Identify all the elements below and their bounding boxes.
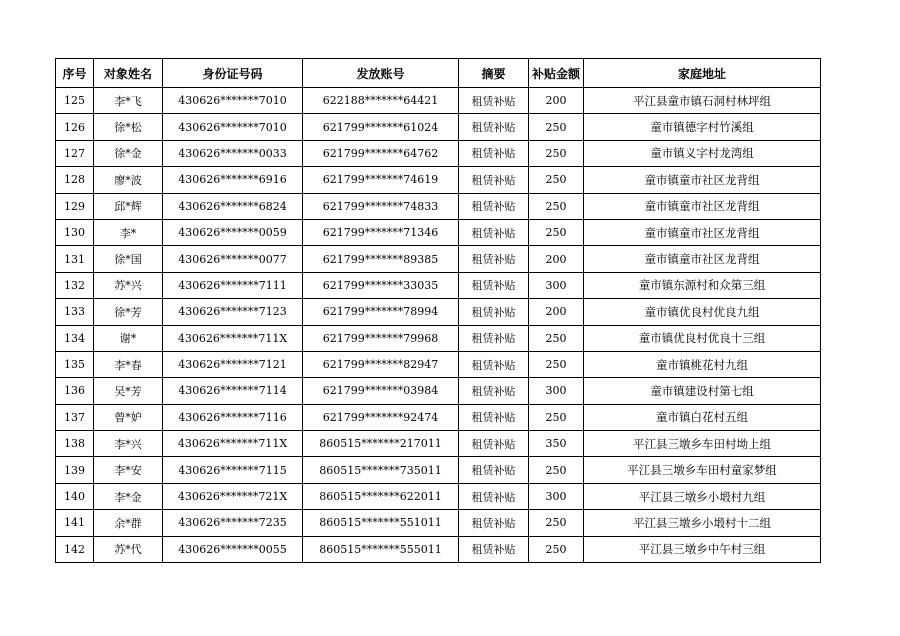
header-row (56, 59, 821, 88)
cell-account: 621799*******74619 (303, 167, 459, 193)
cell-serial: 140 (56, 483, 94, 509)
cell-id-number: 430626*******7235 (163, 510, 303, 536)
cell-account: 621799*******74833 (303, 193, 459, 219)
cell-address: 童市镇优良村优良十三组 (584, 325, 821, 351)
table-row (56, 88, 821, 114)
cell-id-number: 430626*******7114 (163, 378, 303, 404)
cell-id-number: 430626*******7010 (163, 88, 303, 114)
cell-name: 李*金 (94, 483, 163, 509)
cell-serial: 138 (56, 431, 94, 457)
cell-id-number: 430626*******7115 (163, 457, 303, 483)
cell-account: 621799*******92474 (303, 404, 459, 430)
table-row (56, 536, 821, 562)
cell-amount: 200 (529, 88, 584, 114)
cell-amount: 250 (529, 457, 584, 483)
cell-summary: 租赁补贴 (459, 510, 529, 536)
cell-serial: 135 (56, 351, 94, 377)
cell-name: 徐*松 (94, 114, 163, 140)
table-row (56, 246, 821, 272)
cell-serial: 139 (56, 457, 94, 483)
cell-id-number: 430626*******7121 (163, 351, 303, 377)
cell-amount: 200 (529, 246, 584, 272)
cell-address: 童市镇童市社区龙背组 (584, 219, 821, 245)
cell-amount: 250 (529, 167, 584, 193)
header-serial: 序号 (56, 59, 94, 88)
cell-address: 童市镇童市社区龙背组 (584, 167, 821, 193)
cell-summary: 租赁补贴 (459, 457, 529, 483)
cell-account: 860515*******551011 (303, 510, 459, 536)
header-address: 家庭地址 (584, 59, 821, 88)
cell-name: 李*安 (94, 457, 163, 483)
cell-summary: 租赁补贴 (459, 88, 529, 114)
cell-name: 徐*国 (94, 246, 163, 272)
cell-serial: 126 (56, 114, 94, 140)
cell-serial: 128 (56, 167, 94, 193)
cell-serial: 137 (56, 404, 94, 430)
cell-id-number: 430626*******7116 (163, 404, 303, 430)
cell-address: 童市镇桃花村九组 (584, 351, 821, 377)
cell-address: 童市镇童市社区龙背组 (584, 193, 821, 219)
cell-summary: 租赁补贴 (459, 483, 529, 509)
cell-name: 苏*兴 (94, 272, 163, 298)
cell-name: 苏*代 (94, 536, 163, 562)
cell-account: 860515*******622011 (303, 483, 459, 509)
cell-id-number: 430626*******7010 (163, 114, 303, 140)
cell-address: 童市镇义字村龙湾组 (584, 140, 821, 166)
cell-amount: 250 (529, 140, 584, 166)
cell-amount: 350 (529, 431, 584, 457)
cell-id-number: 430626*******6916 (163, 167, 303, 193)
cell-address: 平江县三墩乡小塅村九组 (584, 483, 821, 509)
cell-id-number: 430626*******0059 (163, 219, 303, 245)
cell-id-number: 430626*******0077 (163, 246, 303, 272)
table-row (56, 378, 821, 404)
cell-serial: 141 (56, 510, 94, 536)
table-row (56, 272, 821, 298)
cell-name: 李*兴 (94, 431, 163, 457)
cell-summary: 租赁补贴 (459, 536, 529, 562)
cell-id-number: 430626*******711X (163, 431, 303, 457)
header-name: 对象姓名 (94, 59, 163, 88)
cell-address: 平江县三墩乡中午村三组 (584, 536, 821, 562)
cell-account: 621799*******79968 (303, 325, 459, 351)
table-row (56, 510, 821, 536)
cell-name: 李* (94, 219, 163, 245)
table-row (56, 167, 821, 193)
cell-name: 吴*芳 (94, 378, 163, 404)
cell-name: 徐*金 (94, 140, 163, 166)
cell-summary: 租赁补贴 (459, 404, 529, 430)
cell-name: 李*飞 (94, 88, 163, 114)
cell-amount: 250 (529, 536, 584, 562)
cell-address: 平江县童市镇石洞村林坪组 (584, 88, 821, 114)
cell-summary: 租赁补贴 (459, 140, 529, 166)
cell-summary: 租赁补贴 (459, 325, 529, 351)
cell-serial: 130 (56, 219, 94, 245)
cell-address: 童市镇东源村和众第三组 (584, 272, 821, 298)
cell-serial: 133 (56, 299, 94, 325)
cell-account: 860515*******217011 (303, 431, 459, 457)
cell-id-number: 430626*******7123 (163, 299, 303, 325)
table-row (56, 193, 821, 219)
cell-summary: 租赁补贴 (459, 431, 529, 457)
cell-account: 621799*******78994 (303, 299, 459, 325)
cell-account: 621799*******64762 (303, 140, 459, 166)
cell-amount: 250 (529, 510, 584, 536)
cell-id-number: 430626*******0055 (163, 536, 303, 562)
cell-address: 童市镇德字村竹溪组 (584, 114, 821, 140)
table-row (56, 483, 821, 509)
cell-summary: 租赁补贴 (459, 378, 529, 404)
cell-summary: 租赁补贴 (459, 272, 529, 298)
table-row (56, 219, 821, 245)
cell-account: 621799*******71346 (303, 219, 459, 245)
cell-name: 余*群 (94, 510, 163, 536)
header-amount: 补贴金额 (529, 59, 584, 88)
table-body (56, 88, 821, 563)
cell-serial: 132 (56, 272, 94, 298)
cell-account: 860515*******555011 (303, 536, 459, 562)
header-id-number: 身份证号码 (163, 59, 303, 88)
cell-address: 平江县三墩乡车田村童家梦组 (584, 457, 821, 483)
table-row (56, 457, 821, 483)
cell-id-number: 430626*******0033 (163, 140, 303, 166)
cell-amount: 300 (529, 272, 584, 298)
table-row (56, 404, 821, 430)
cell-serial: 131 (56, 246, 94, 272)
cell-serial: 127 (56, 140, 94, 166)
cell-amount: 250 (529, 114, 584, 140)
cell-address: 平江县三墩乡车田村坳上组 (584, 431, 821, 457)
cell-account: 860515*******735011 (303, 457, 459, 483)
table-row (56, 114, 821, 140)
cell-serial: 134 (56, 325, 94, 351)
cell-serial: 125 (56, 88, 94, 114)
cell-summary: 租赁补贴 (459, 351, 529, 377)
cell-address: 平江县三墩乡小塅村十二组 (584, 510, 821, 536)
cell-summary: 租赁补贴 (459, 299, 529, 325)
cell-id-number: 430626*******7111 (163, 272, 303, 298)
cell-amount: 250 (529, 193, 584, 219)
cell-id-number: 430626*******711X (163, 325, 303, 351)
cell-account: 622188*******64421 (303, 88, 459, 114)
subsidy-table (55, 58, 821, 563)
cell-address: 童市镇建设村第七组 (584, 378, 821, 404)
cell-address: 童市镇优良村优良九组 (584, 299, 821, 325)
table-row (56, 351, 821, 377)
cell-name: 李*春 (94, 351, 163, 377)
cell-summary: 租赁补贴 (459, 114, 529, 140)
cell-name: 廖*波 (94, 167, 163, 193)
cell-amount: 300 (529, 378, 584, 404)
cell-amount: 250 (529, 351, 584, 377)
cell-amount: 250 (529, 325, 584, 351)
cell-name: 徐*芳 (94, 299, 163, 325)
cell-summary: 租赁补贴 (459, 219, 529, 245)
cell-amount: 300 (529, 483, 584, 509)
cell-name: 曾*妒 (94, 404, 163, 430)
table-row (56, 299, 821, 325)
cell-summary: 租赁补贴 (459, 246, 529, 272)
header-account: 发放账号 (303, 59, 459, 88)
cell-summary: 租赁补贴 (459, 193, 529, 219)
cell-account: 621799*******61024 (303, 114, 459, 140)
table-row (56, 431, 821, 457)
cell-account: 621799*******82947 (303, 351, 459, 377)
cell-serial: 142 (56, 536, 94, 562)
cell-id-number: 430626*******6824 (163, 193, 303, 219)
table-row (56, 325, 821, 351)
cell-amount: 200 (529, 299, 584, 325)
cell-summary: 租赁补贴 (459, 167, 529, 193)
header-summary: 摘要 (459, 59, 529, 88)
cell-amount: 250 (529, 404, 584, 430)
cell-serial: 129 (56, 193, 94, 219)
cell-name: 邱*辉 (94, 193, 163, 219)
cell-account: 621799*******89385 (303, 246, 459, 272)
cell-address: 童市镇白花村五组 (584, 404, 821, 430)
cell-address: 童市镇童市社区龙背组 (584, 246, 821, 272)
cell-account: 621799*******03984 (303, 378, 459, 404)
cell-id-number: 430626*******721X (163, 483, 303, 509)
cell-name: 谢* (94, 325, 163, 351)
cell-amount: 250 (529, 219, 584, 245)
table-row (56, 140, 821, 166)
cell-serial: 136 (56, 378, 94, 404)
cell-account: 621799*******33035 (303, 272, 459, 298)
